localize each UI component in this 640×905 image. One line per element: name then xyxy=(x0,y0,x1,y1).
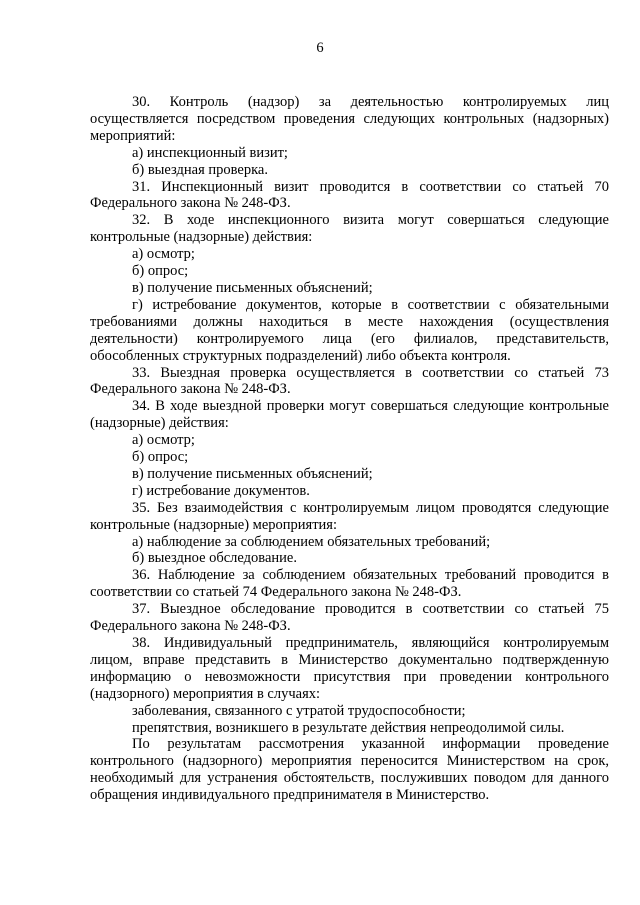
paragraph-34: 34. В ходе выездной проверки могут совершаться следующие контрольные (надзорные) действия: xyxy=(90,398,609,432)
list-item-c: в) получение письменных объяснений; xyxy=(132,279,373,296)
list-item-d: г) истребование документов, которые в соответствии с обязательными требованиями должны находиться в месте нахождения (осуществления деятельности) контролируемого лица (его филиалов, представительств, обособленных структурных подразделений) либо объекта контроля. xyxy=(90,296,609,364)
case-item: заболевания, связанного с утратой трудоспособности; xyxy=(132,702,466,719)
paragraph-30: 30. Контроль (надзор) за деятельностью контролируемых лиц осуществляется посредством проведения следующих контрольных (надзорных) мероприятий: xyxy=(90,94,609,144)
document-body xyxy=(90,94,609,804)
list-item-c: в) получение письменных объяснений; xyxy=(132,465,373,482)
list-item-b: б) опрос; xyxy=(132,263,189,280)
list-item-b: б) выездное обследование. xyxy=(132,550,297,567)
list-item-a: а) осмотр; xyxy=(132,432,195,449)
paragraph-36: 36. Наблюдение за соблюдением обязательных требований проводится в соответствии со статьей 74 Федерального закона № 248-ФЗ. xyxy=(90,567,609,601)
paragraph-33: 33. Выездная проверка осуществляется в соответствии со статьей 73 Федерального закона № 248-ФЗ. xyxy=(90,364,609,398)
paragraph-result: По результатам рассмотрения указанной информации проведение контрольного (надзорного) мероприятия переносится Министерством на срок, необходимый для устранения обстоятельств, послуживших поводом для данного обращения индивидуального предпринимателя в Министерство. xyxy=(90,736,609,804)
paragraph-38: 38. Индивидуальный предприниматель, являющийся контролируемым лицом, вправе представить в Министерство документально подтвержденную информацию о невозможности присутствия при проведении контрольного (надзорного) мероприятия в случаях: xyxy=(90,635,609,702)
list-item-a: а) осмотр; xyxy=(132,246,195,263)
list-item-a: а) инспекционный визит; xyxy=(132,144,288,161)
paragraph-37: 37. Выездное обследование проводится в соответствии со статьей 75 Федерального закона № 248-ФЗ. xyxy=(90,601,609,635)
paragraph-31: 31. Инспекционный визит проводится в соответствии со статьей 70 Федерального закона № 248-ФЗ. xyxy=(90,178,609,212)
list-item-b: б) выездная проверка. xyxy=(132,161,268,178)
paragraph-32: 32. В ходе инспекционного визита могут совершаться следующие контрольные (надзорные) действия: xyxy=(90,212,609,246)
page-number: 6 xyxy=(316,40,324,56)
list-item-a: а) наблюдение за соблюдением обязательных требований; xyxy=(132,533,491,550)
case-item: препятствия, возникшего в результате действия непреодолимой силы. xyxy=(132,719,565,736)
paragraph-35: 35. Без взаимодействия с контролируемым лицом проводятся следующие контрольные (надзорные) мероприятия: xyxy=(90,499,609,533)
list-item-d: г) истребование документов. xyxy=(132,482,310,499)
list-item-b: б) опрос; xyxy=(132,449,189,466)
